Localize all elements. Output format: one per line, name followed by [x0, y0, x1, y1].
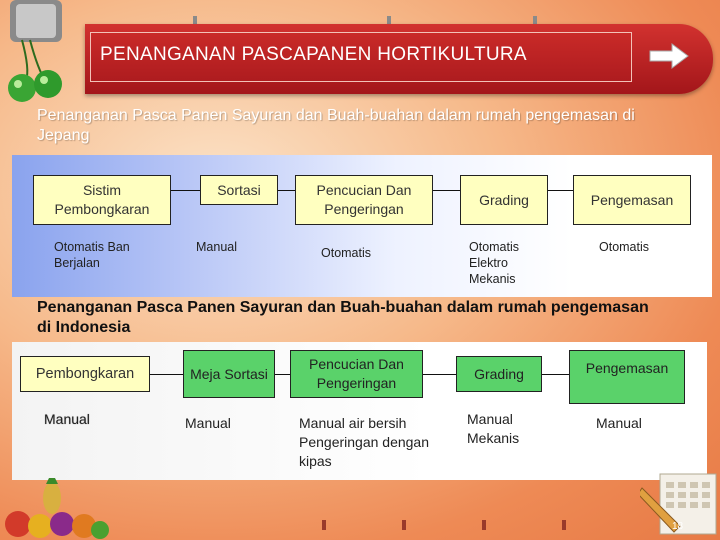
- flow-connector: [277, 190, 295, 191]
- step-note: Otomatis Elektro Mekanis: [469, 240, 520, 286]
- japan-heading: Penanganan Pasca Panen Sayuran dan Buah-buahan dalam rumah pengemasan di Jepang: [37, 107, 635, 144]
- decor-tick: [482, 520, 486, 530]
- arrow-right-icon[interactable]: [648, 42, 690, 70]
- step-box-unloading: Pembongkaran: [20, 356, 150, 392]
- step-note: Manual air bersih Pengeringan dengan kipas: [299, 415, 430, 469]
- flow-connector: [423, 374, 456, 375]
- step-box-sorting: Sortasi: [200, 175, 278, 205]
- step-note: Manual Mekanis: [467, 411, 520, 446]
- indonesia-heading: Penanganan Pasca Panen Sayuran dan Buah-buahan dalam rumah pengemasan di Indonesia: [37, 299, 649, 336]
- step-box-sorting-table: Meja Sortasi: [183, 350, 275, 398]
- step-box-grading: Grading: [456, 356, 542, 392]
- flow-connector: [432, 190, 460, 191]
- step-note: Otomatis Ban Berjalan: [54, 240, 130, 270]
- step-box-packing: Pengemasan: [573, 175, 691, 225]
- japan-flow-panel: [12, 155, 712, 297]
- cherries-glass-icon: [0, 0, 80, 110]
- step-note: Manual: [185, 415, 231, 431]
- step-box-packing: Pengemasan: [569, 350, 685, 404]
- fruits-icon: [0, 478, 110, 540]
- step-box-washing-drying: Pencucian Dan Pengeringan: [295, 175, 433, 225]
- flow-connector: [542, 374, 569, 375]
- indonesia-flow-panel: [12, 342, 707, 480]
- decor-tick: [402, 520, 406, 530]
- page-number: 18: [672, 521, 684, 532]
- step-box-unloading: Sistim Pembongkaran: [33, 175, 171, 225]
- step-note: Manual: [596, 415, 642, 431]
- step-note: Otomatis: [599, 240, 650, 254]
- flow-connector: [547, 190, 573, 191]
- page-title: PENANGANAN PASCAPANEN HORTIKULTURA: [100, 44, 527, 65]
- step-box-grading: Grading: [460, 175, 548, 225]
- step-note: Otomatis: [321, 246, 372, 260]
- step-note: Manual: [44, 411, 90, 427]
- flow-connector: [170, 190, 200, 191]
- flow-connector: [275, 374, 290, 375]
- step-note: Manual: [196, 240, 237, 254]
- flow-connector: [150, 374, 183, 375]
- step-box-washing-drying: Pencucian Dan Pengeringan: [290, 350, 423, 398]
- decor-tick: [562, 520, 566, 530]
- decor-tick: [322, 520, 326, 530]
